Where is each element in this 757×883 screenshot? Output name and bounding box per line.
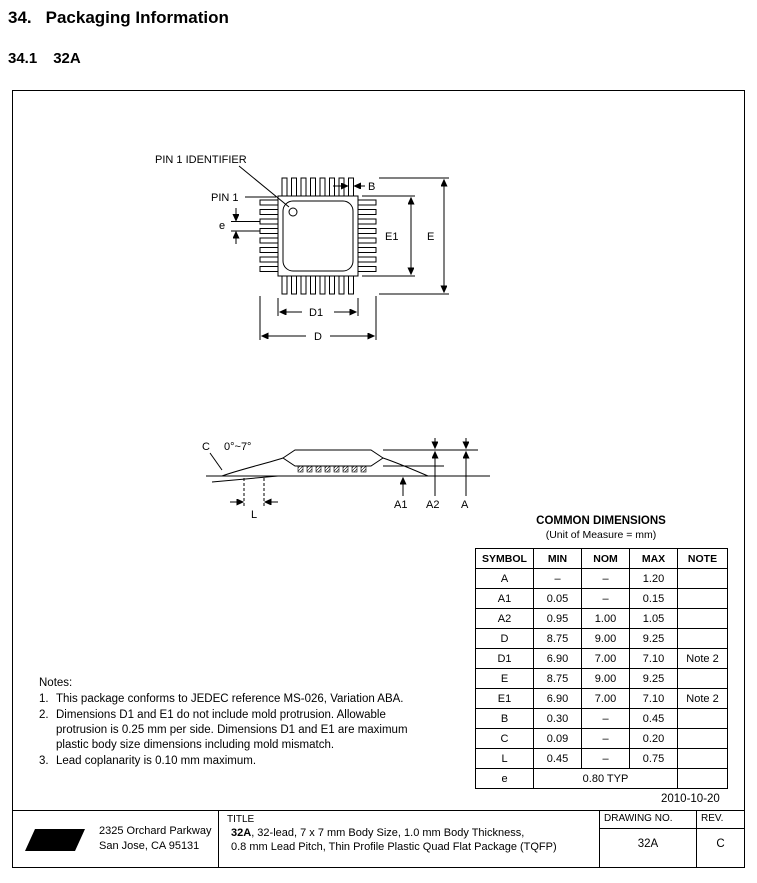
dimension-d1 [278,298,358,319]
col-min: MIN [534,549,582,569]
table-row: D 8.75 9.00 9.25 [476,629,728,649]
table-row: E 8.75 9.00 9.25 [476,669,728,689]
col-symbol: SYMBOL [476,549,534,569]
side-body [222,450,478,476]
company-address: 2325 Orchard Parkway San Jose, CA 95131 [99,825,212,852]
table-row: C 0.09 – 0.20 [476,729,728,749]
revision-date: 2010-10-20 [661,793,720,805]
dimension-d [260,296,376,343]
drawing-no-cell [599,811,696,867]
subsection-title: 32A [53,50,81,67]
section-number: 34. [8,8,32,27]
dim-label-d: D [314,331,322,343]
dimension-l [230,478,278,521]
dim-label-l: L [251,509,258,521]
dimension-e [219,208,260,244]
note-item: 1. This package conforms to JEDEC reference MS-026, Variation ABA. [39,692,404,705]
lead-foot-line [212,476,278,482]
dimensions-subtitle: (Unit of Measure = mm) [545,529,657,541]
dim-label-a1: A1 [394,499,408,511]
angle-label: 0°~7° [224,441,252,453]
package-top-view-diagram [143,146,483,396]
dimension-a [461,438,469,511]
drawing-no-value: 32A [637,838,659,850]
company-cell [13,811,218,867]
title-block [13,810,744,867]
section-title: Packaging Information [45,8,229,27]
table-row: A – – 1.20 [476,569,728,589]
pin1-identifier-label: PIN 1 IDENTIFIER [155,154,247,166]
col-max: MAX [630,549,678,569]
dimensions-panel [475,515,727,789]
table-row: L 0.45 – 0.75 [476,749,728,769]
table-row: D1 6.90 7.00 7.10 Note 2 [476,649,728,669]
title-label: TITLE [227,814,255,825]
dim-label-e-outer: E [427,231,435,243]
table-header-row [476,549,728,569]
c-leader [210,453,222,470]
table-row: A2 0.95 1.00 1.05 [476,609,728,629]
drawing-frame [12,90,745,868]
dim-label-e: e [219,220,226,232]
dimension-e1 [362,196,415,276]
rev-label: REV. [697,811,744,829]
dim-label-c: C [202,441,210,453]
rev-cell [696,811,744,867]
dim-label-a2: A2 [426,499,440,511]
subsection-number: 34.1 [8,50,38,67]
dimension-a2 [426,438,439,511]
atmel-logo-text: ATMEL [36,835,74,848]
rev-value: C [716,838,725,850]
dimension-a1 [394,478,407,511]
title-cell [218,811,599,867]
notes-label: Notes: [39,677,73,689]
table-row: A1 0.05 – 0.15 [476,589,728,609]
drawing-title-line1: 32A, 32-lead, 7 x 7 mm Body Size, 1.0 mm Body Thickness, [231,827,525,839]
table-row: E1 6.90 7.00 7.10 Note 2 [476,689,728,709]
note-item: 2. Dimensions D1 and E1 do not include mold protrusion. Allowable protrusion is 0.25 mm per side. Dimensions D1 and E1 are maximum plastic body size dimensions including mold mismatch. [39,708,408,751]
dim-label-d1: D1 [309,307,324,319]
drawing-no-label: DRAWING NO. [600,811,696,829]
dim-label-a: A [461,499,469,511]
dimensions-table [475,548,728,789]
note-item: 3. Lead coplanarity is 0.10 mm maximum. [39,754,257,767]
package-body [278,196,358,276]
notes [39,676,411,769]
pin1-identifier-dot [289,208,297,216]
col-nom: NOM [582,549,630,569]
table-row: B 0.30 – 0.45 [476,709,728,729]
subsection-heading [8,50,81,67]
section-heading [8,8,229,28]
package-side-view-diagram [198,436,498,521]
dim-label-e1: E1 [385,231,399,243]
table-row-e: e 0.80 TYP [476,769,728,789]
col-note: NOTE [678,549,728,569]
dim-label-b: B [368,181,376,193]
dimensions-title: COMMON DIMENSIONS [536,515,666,527]
atmel-logo [19,826,91,853]
pin1-label: PIN 1 [211,192,239,204]
drawing-title-line2: 0.8 mm Lead Pitch, Thin Profile Plastic Quad Flat Package (TQFP) [231,841,557,853]
